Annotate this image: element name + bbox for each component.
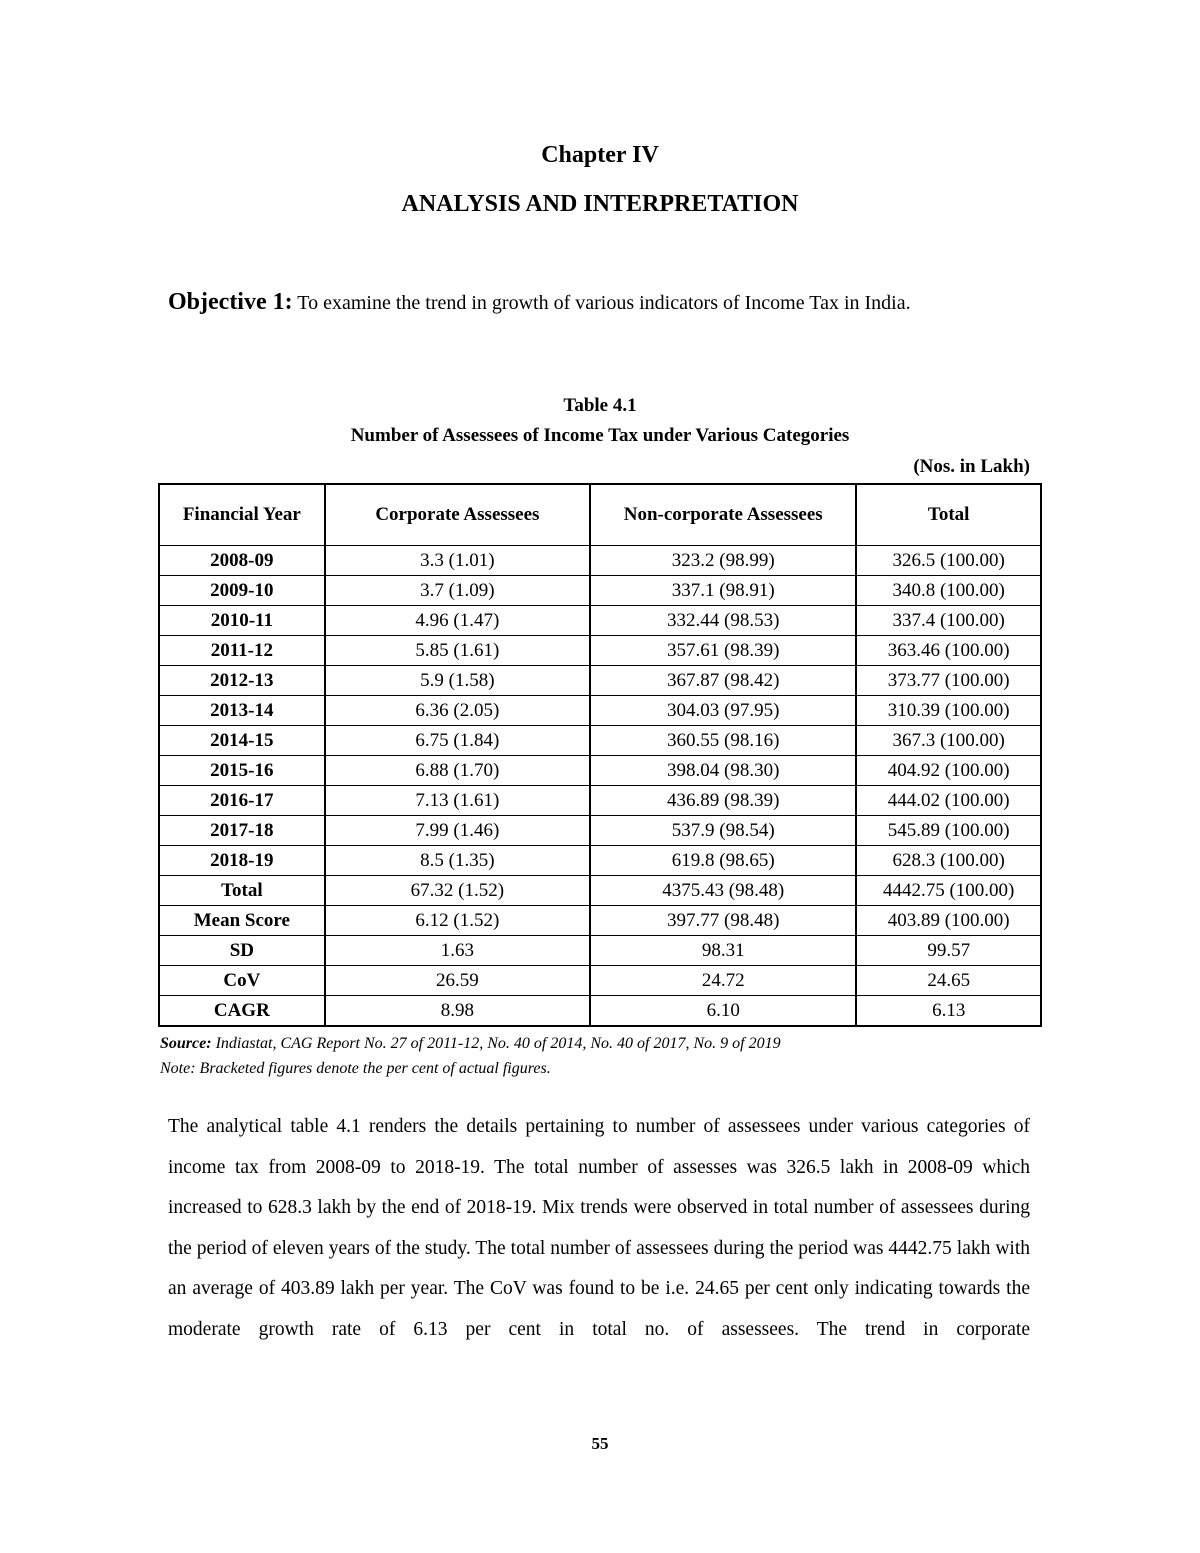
non-corporate-cell: 323.2 (98.99)	[590, 546, 856, 576]
row-label: 2014-15	[159, 726, 325, 756]
source-label: Source:	[160, 1035, 212, 1052]
non-corporate-cell: 360.55 (98.16)	[590, 726, 856, 756]
table-row	[159, 996, 1041, 1027]
table-row	[159, 606, 1041, 636]
row-label: Total	[159, 876, 325, 906]
corporate-cell: 8.5 (1.35)	[325, 846, 590, 876]
row-label: CAGR	[159, 996, 325, 1027]
corporate-cell: 7.13 (1.61)	[325, 786, 590, 816]
table-row	[159, 726, 1041, 756]
non-corporate-cell: 304.03 (97.95)	[590, 696, 856, 726]
corporate-cell: 26.59	[325, 966, 590, 996]
corporate-cell: 1.63	[325, 936, 590, 966]
objective-text: To examine the trend in growth of various indicators of Income Tax in India.	[297, 292, 911, 314]
row-label: Mean Score	[159, 906, 325, 936]
table-row	[159, 906, 1041, 936]
corporate-cell: 3.3 (1.01)	[325, 546, 590, 576]
table-units: (Nos. in Lakh)	[913, 456, 1030, 477]
total-cell: 24.65	[856, 966, 1041, 996]
total-cell: 6.13	[856, 996, 1041, 1027]
row-label: CoV	[159, 966, 325, 996]
non-corporate-cell: 357.61 (98.39)	[590, 636, 856, 666]
row-label: 2013-14	[159, 696, 325, 726]
total-cell: 367.3 (100.00)	[856, 726, 1041, 756]
non-corporate-cell: 24.72	[590, 966, 856, 996]
table-number: Table 4.1	[563, 395, 637, 416]
assessees-table	[158, 483, 1042, 1027]
table-row	[159, 966, 1041, 996]
total-cell: 444.02 (100.00)	[856, 786, 1041, 816]
table-row	[159, 666, 1041, 696]
page-number: 55	[591, 1434, 609, 1453]
row-label: 2015-16	[159, 756, 325, 786]
row-label: 2010-11	[159, 606, 325, 636]
row-label: 2012-13	[159, 666, 325, 696]
total-cell: 545.89 (100.00)	[856, 816, 1041, 846]
non-corporate-cell: 6.10	[590, 996, 856, 1027]
table-row	[159, 786, 1041, 816]
table-row	[159, 876, 1041, 906]
row-label: 2008-09	[159, 546, 325, 576]
row-label: 2018-19	[159, 846, 325, 876]
total-cell: 337.4 (100.00)	[856, 606, 1041, 636]
table-source	[160, 1035, 781, 1053]
non-corporate-cell: 337.1 (98.91)	[590, 576, 856, 606]
table-row	[159, 546, 1041, 576]
table-title: Number of Assessees of Income Tax under Various Categories	[350, 425, 850, 446]
total-cell: 373.77 (100.00)	[856, 666, 1041, 696]
non-corporate-cell: 619.8 (98.65)	[590, 846, 856, 876]
total-cell: 403.89 (100.00)	[856, 906, 1041, 936]
table-row	[159, 846, 1041, 876]
header-non-corporate-assessees: Non-corporate Assessees	[590, 484, 856, 546]
header-corporate-assessees: Corporate Assessees	[325, 484, 590, 546]
corporate-cell: 4.96 (1.47)	[325, 606, 590, 636]
table-row	[159, 936, 1041, 966]
non-corporate-cell: 367.87 (98.42)	[590, 666, 856, 696]
total-cell: 340.8 (100.00)	[856, 576, 1041, 606]
corporate-cell: 5.9 (1.58)	[325, 666, 590, 696]
non-corporate-cell: 332.44 (98.53)	[590, 606, 856, 636]
row-label: 2011-12	[159, 636, 325, 666]
table-body	[159, 546, 1041, 1027]
corporate-cell: 6.75 (1.84)	[325, 726, 590, 756]
non-corporate-cell: 436.89 (98.39)	[590, 786, 856, 816]
total-cell: 310.39 (100.00)	[856, 696, 1041, 726]
corporate-cell: 5.85 (1.61)	[325, 636, 590, 666]
non-corporate-cell: 98.31	[590, 936, 856, 966]
table-row	[159, 756, 1041, 786]
row-label: 2016-17	[159, 786, 325, 816]
non-corporate-cell: 398.04 (98.30)	[590, 756, 856, 786]
corporate-cell: 67.32 (1.52)	[325, 876, 590, 906]
corporate-cell: 6.12 (1.52)	[325, 906, 590, 936]
table-header-row	[159, 484, 1041, 546]
table-note: Note: Bracketed figures denote the per cent of actual figures.	[160, 1060, 551, 1077]
objective-statement	[168, 282, 1032, 324]
corporate-cell: 6.88 (1.70)	[325, 756, 590, 786]
table-row	[159, 816, 1041, 846]
source-text: Indiastat, CAG Report No. 27 of 2011-12, No. 40 of 2014, No. 40 of 2017, No. 9 of 2019	[211, 1035, 781, 1052]
total-cell: 363.46 (100.00)	[856, 636, 1041, 666]
total-cell: 628.3 (100.00)	[856, 846, 1041, 876]
non-corporate-cell: 537.9 (98.54)	[590, 816, 856, 846]
corporate-cell: 6.36 (2.05)	[325, 696, 590, 726]
corporate-cell: 3.7 (1.09)	[325, 576, 590, 606]
row-label: 2017-18	[159, 816, 325, 846]
chapter-title: ANALYSIS AND INTERPRETATION	[401, 191, 799, 217]
table-row	[159, 696, 1041, 726]
corporate-cell: 7.99 (1.46)	[325, 816, 590, 846]
row-label: SD	[159, 936, 325, 966]
table-row	[159, 576, 1041, 606]
table-row	[159, 636, 1041, 666]
objective-label: Objective 1:	[168, 289, 293, 315]
header-financial-year: Financial Year	[159, 484, 325, 546]
row-label: 2009-10	[159, 576, 325, 606]
corporate-cell: 8.98	[325, 996, 590, 1027]
total-cell: 404.92 (100.00)	[856, 756, 1041, 786]
total-cell: 4442.75 (100.00)	[856, 876, 1041, 906]
total-cell: 99.57	[856, 936, 1041, 966]
body-paragraph: The analytical table 4.1 renders the details pertaining to number of assessees under various categories of income tax from 2008-09 to 2018-19. The total number of assesses was 326.5 lakh in 2008-09 which increased to 628.3 lakh by the end of 2018-19. Mix trends were observed in total number of assessees during the period of eleven years of the study. The total number of assessees during the period was 4442.75 lakh with an average of 403.89 lakh per year. The CoV was found to be i.e. 24.65 per cent only indicating towards the moderate growth rate of 6.13 per cent in total no. of assessees. The trend in corporate	[168, 1116, 1030, 1340]
non-corporate-cell: 397.77 (98.48)	[590, 906, 856, 936]
total-cell: 326.5 (100.00)	[856, 546, 1041, 576]
header-total: Total	[856, 484, 1041, 546]
non-corporate-cell: 4375.43 (98.48)	[590, 876, 856, 906]
chapter-label: Chapter IV	[541, 142, 659, 168]
